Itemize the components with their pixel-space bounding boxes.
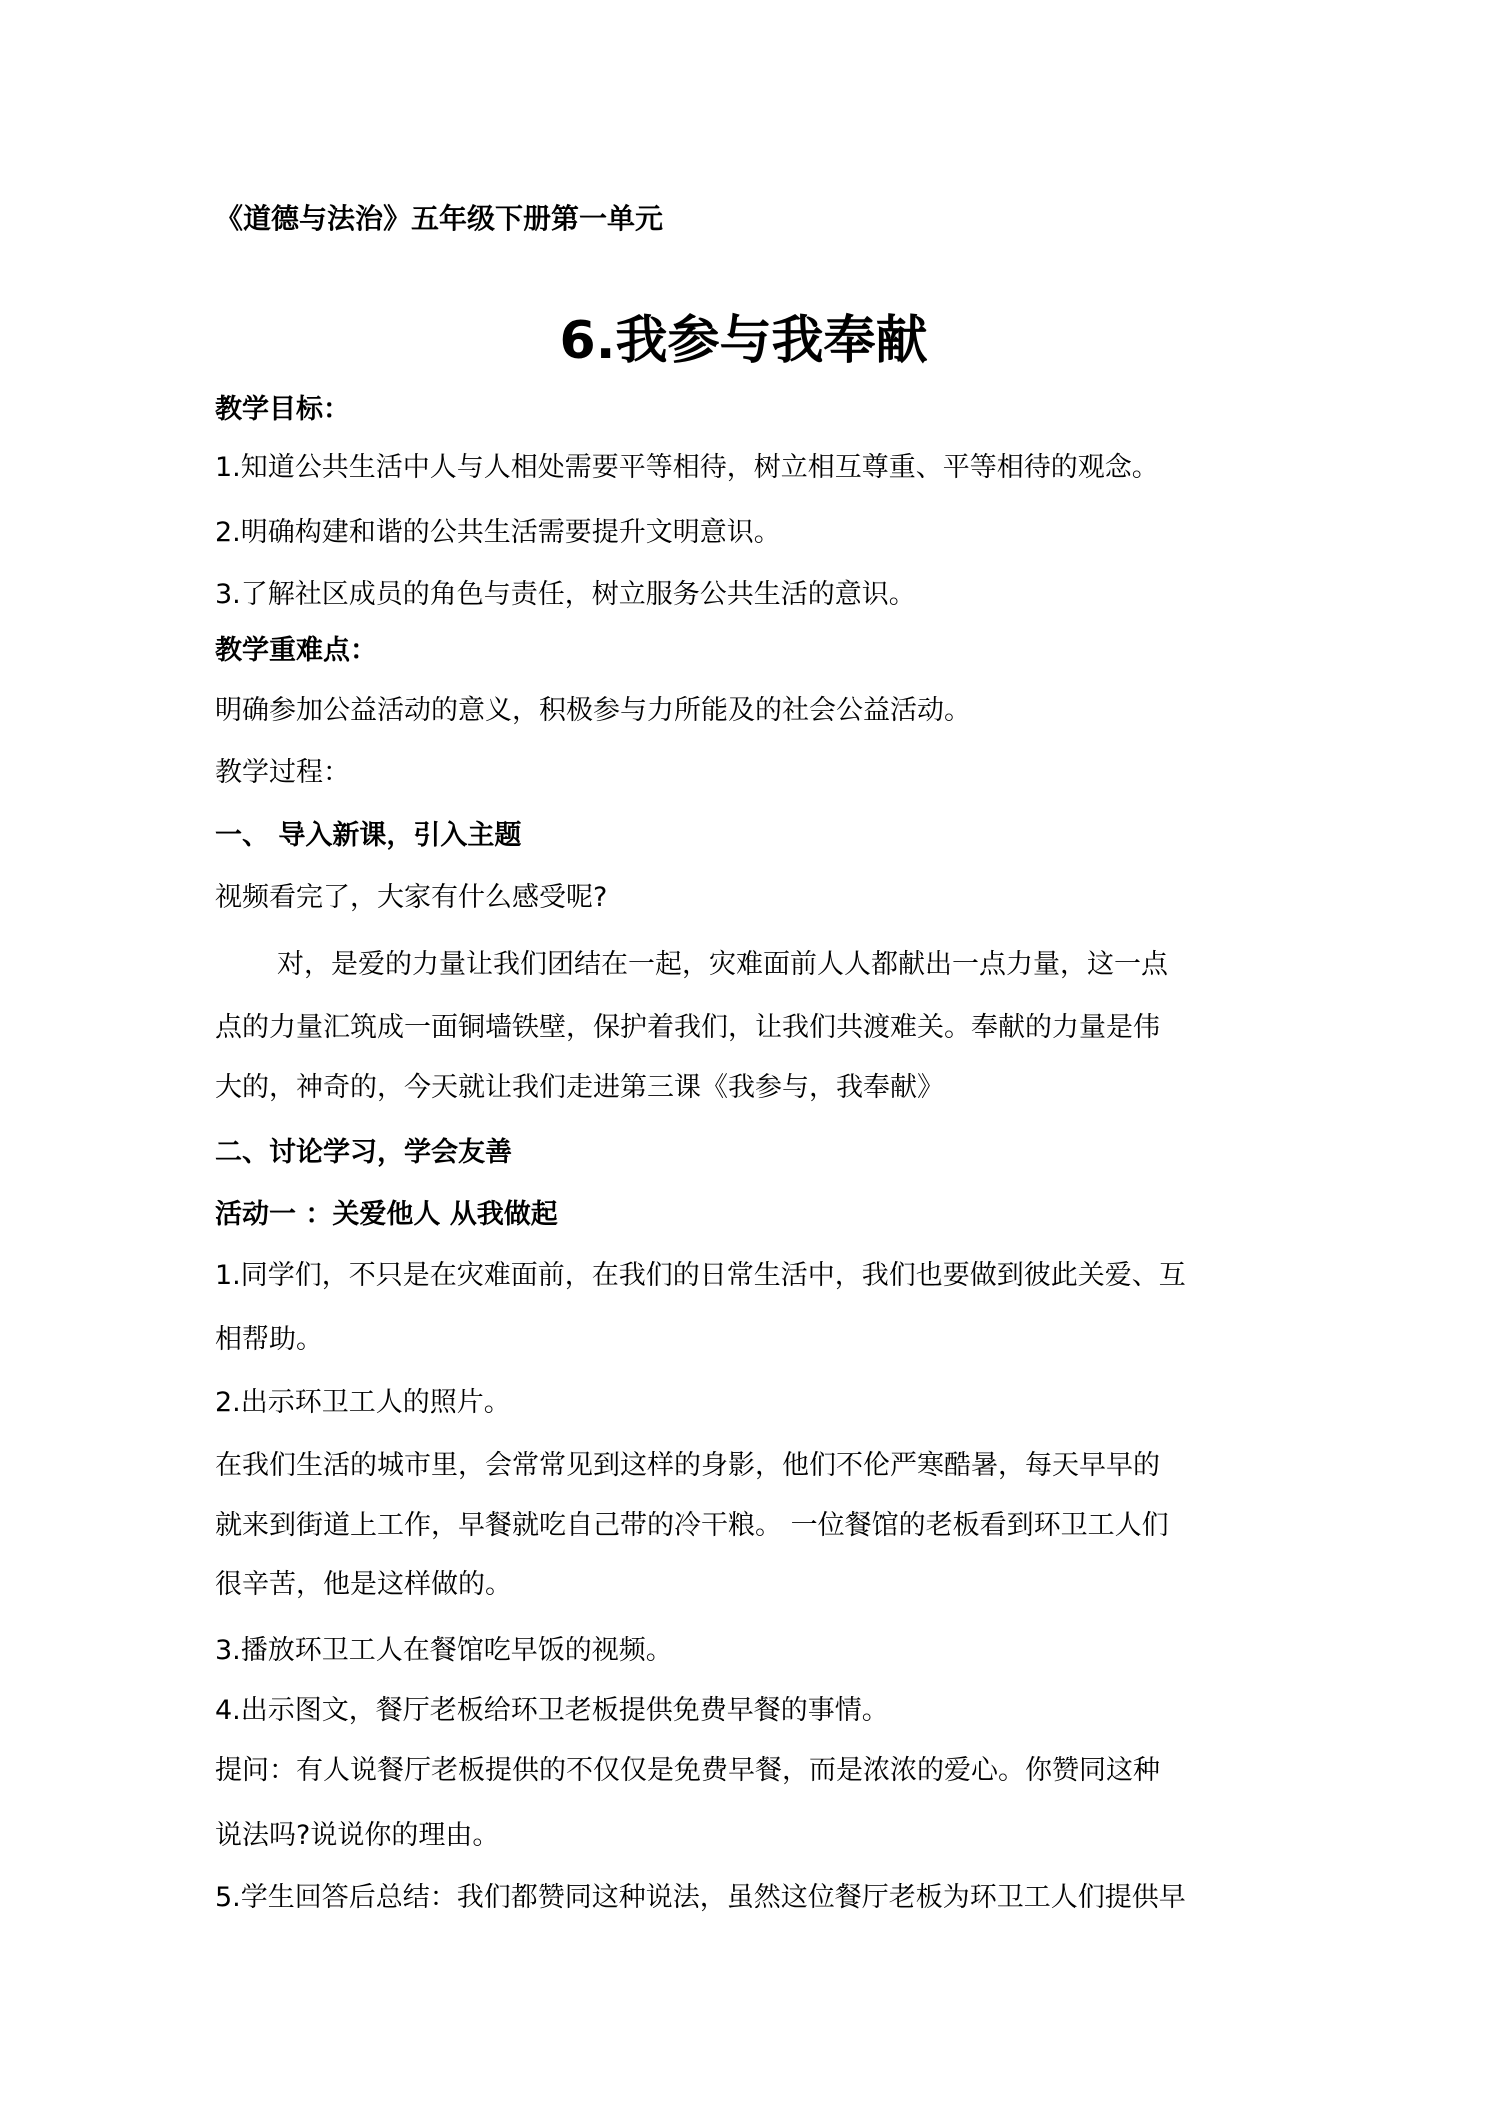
paragraph-line: 在我们生活的城市里，会常常见到这样的身影，他们不伦严寒酷暑，每天早早的 [215, 1450, 1160, 1481]
document-title: 6.我参与我奉献 [559, 311, 928, 371]
section-heading-key-points: 教学重难点： [215, 635, 377, 666]
key-points-text: 明确参加公益活动的意义，积极参与力所能及的社会公益活动。 [215, 695, 971, 726]
paragraph-line: 大的，神奇的，今天就让我们走进第三课《我参与，我奉献》 [215, 1072, 944, 1103]
paragraph-line: 5.学生回答后总结：我们都赞同这种说法，虽然这位餐厅老板为环卫工人们提供早 [215, 1882, 1186, 1913]
paragraph-line: 4.出示图文，餐厅老板给环卫老板提供免费早餐的事情。 [215, 1695, 889, 1726]
paragraph-line: 点的力量汇筑成一面铜墙铁壁，保护着我们，让我们共渡难关。奉献的力量是伟 [215, 1012, 1160, 1043]
objective-1: 1.知道公共生活中人与人相处需要平等相待，树立相互尊重、平等相待的观念。 [215, 452, 1159, 483]
objective-2: 2.明确构建和谐的公共生活需要提升文明意识。 [215, 517, 781, 548]
paragraph-line: 就来到街道上工作，早餐就吃自己带的冷干粮。 一位餐馆的老板看到环卫工人们 [215, 1510, 1169, 1541]
part-one-heading: 一、 导入新课，引入主题 [215, 820, 522, 851]
paragraph-line: 相帮助。 [215, 1324, 323, 1355]
section-heading-objectives: 教学目标： [215, 394, 350, 425]
section-heading-process: 教学过程： [215, 757, 350, 788]
paragraph-line: 视频看完了，大家有什么感受呢? [215, 882, 608, 913]
document-header: 《道德与法治》五年级下册第一单元 [215, 202, 664, 235]
paragraph-line: 对，是爱的力量让我们团结在一起，灾难面前人人都献出一点力量，这一点 [277, 949, 1168, 980]
activity-one-heading: 活动一 ：关爱他人 从我做起 [215, 1199, 558, 1230]
paragraph-line: 提问：有人说餐厅老板提供的不仅仅是免费早餐，而是浓浓的爱心。你赞同这种 [215, 1755, 1160, 1786]
paragraph-line: 2.出示环卫工人的照片。 [215, 1387, 511, 1418]
paragraph-line: 很辛苦，他是这样做的。 [215, 1569, 512, 1600]
paragraph-line: 1.同学们，不只是在灾难面前，在我们的日常生活中，我们也要做到彼此关爱、互 [215, 1260, 1186, 1291]
paragraph-line: 3.播放环卫工人在餐馆吃早饭的视频。 [215, 1635, 673, 1666]
paragraph-line: 说法吗?说说你的理由。 [215, 1820, 500, 1851]
objective-3: 3.了解社区成员的角色与责任，树立服务公共生活的意识。 [215, 579, 916, 610]
part-two-heading: 二、讨论学习，学会友善 [215, 1137, 512, 1168]
